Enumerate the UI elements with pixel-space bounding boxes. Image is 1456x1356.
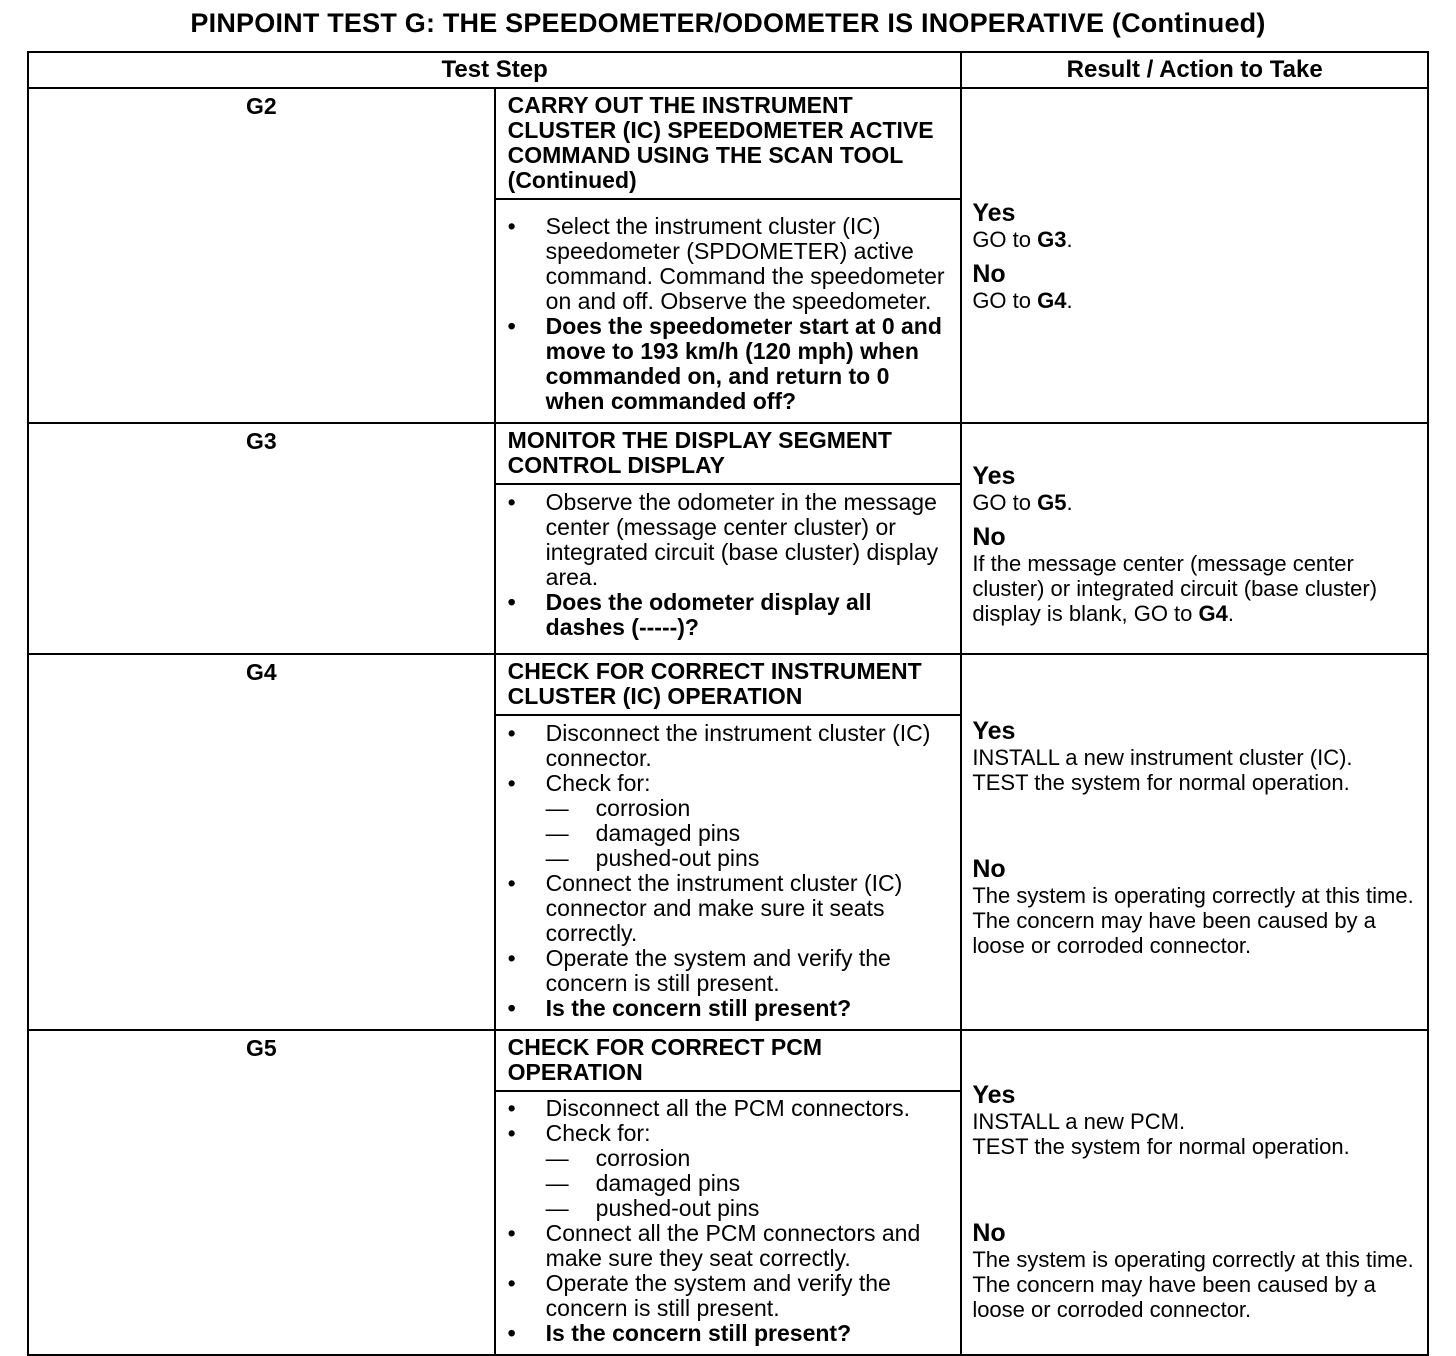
list-item: • Operate the system and verify the concern is still present. (496, 1271, 951, 1321)
step-g4-heading-row (28, 654, 1428, 715)
goto-link[interactable]: G4 (1037, 287, 1067, 313)
yes-action-line: TEST the system for normal operation. (972, 1134, 1350, 1159)
list-item: • Operate the system and verify the concern is still present. (496, 946, 951, 996)
page-title: PINPOINT TEST G: THE SPEEDOMETER/ODOMETER IS INOPERATIVE (Continued) (190, 8, 1266, 38)
yes-action-line: INSTALL a new instrument cluster (IC). (972, 745, 1353, 770)
test-step-header: Test Step (28, 52, 961, 88)
step-g5-heading-row (28, 1030, 1428, 1091)
pinpoint-test-table (27, 51, 1429, 1356)
list-item: • Observe the odometer in the message center (message center cluster) or integrated circuit (base cluster) display area. (496, 490, 951, 590)
yes-action: GO to G5. (972, 490, 1073, 515)
goto-link[interactable]: G3 (1037, 226, 1067, 252)
step-g3-result (961, 423, 1428, 654)
sub-list-item: — damaged pins (496, 1171, 951, 1196)
no-label: No (972, 855, 1006, 883)
list-item: • Check for: (496, 1121, 951, 1146)
step-g3-heading-row (28, 423, 1428, 484)
yes-action-line: TEST the system for normal operation. (972, 770, 1350, 795)
no-label: No (972, 1219, 1006, 1247)
yes-action-line: INSTALL a new PCM. (972, 1109, 1186, 1134)
list-item: • Select the instrument cluster (IC) speedometer (SPDOMETER) active command. Command the speedometer on and off. Observe the speedometer. (496, 214, 951, 314)
sub-list-item: — corrosion (496, 796, 951, 821)
result-header: Result / Action to Take (961, 52, 1428, 88)
no-label: No (972, 259, 1006, 288)
step-body (495, 199, 962, 423)
yes-label: Yes (972, 1081, 1016, 1109)
no-action: The system is operating correctly at this time. The concern may have been caused by a loose or corroded connector. (972, 883, 1414, 958)
step-heading: CHECK FOR CORRECT PCM OPERATION (495, 1030, 962, 1091)
goto-link[interactable]: G5 (1037, 490, 1067, 515)
step-heading: CARRY OUT THE INSTRUMENT CLUSTER (IC) SPEEDOMETER ACTIVE COMMAND USING THE SCAN TOOL (Continued) (495, 88, 962, 199)
no-label: No (972, 523, 1006, 551)
step-body (495, 484, 962, 654)
sub-list-item: — damaged pins (496, 821, 951, 846)
sub-list-item: — pushed-out pins (496, 846, 951, 871)
list-item: • Disconnect the instrument cluster (IC) connector. (496, 721, 951, 771)
step-id: G4 (28, 654, 495, 1030)
step-id: G5 (28, 1030, 495, 1355)
list-item: • Does the speedometer start at 0 and move to 193 km/h (120 mph) when commanded on, and return to 0 when commanded off? (496, 314, 951, 414)
step-body (495, 1091, 962, 1355)
sub-list-item: — pushed-out pins (496, 1196, 951, 1221)
step-g2-result (961, 88, 1428, 423)
sub-list-item: — corrosion (496, 1146, 951, 1171)
step-id: G2 (28, 88, 495, 423)
list-item: • Check for: (496, 771, 951, 796)
yes-label: Yes (972, 717, 1016, 745)
yes-label: Yes (972, 462, 1016, 490)
list-item: • Does the odometer display all dashes (-----)? (496, 590, 951, 640)
goto-link[interactable]: G4 (1198, 601, 1228, 626)
list-item: • Is the concern still present? (496, 996, 951, 1021)
step-g2-heading-row (28, 88, 1428, 199)
list-item: • Connect the instrument cluster (IC) connector and make sure it seats correctly. (496, 871, 951, 946)
step-heading: CHECK FOR CORRECT INSTRUMENT CLUSTER (IC) OPERATION (495, 654, 962, 715)
no-action: GO to G4. (972, 287, 1073, 313)
step-heading: MONITOR THE DISPLAY SEGMENT CONTROL DISPLAY (495, 423, 962, 484)
yes-action: GO to G3. (972, 226, 1073, 252)
step-g5-result (961, 1030, 1428, 1355)
step-body (495, 715, 962, 1030)
list-item: • Disconnect all the PCM connectors. (496, 1096, 951, 1121)
no-action: If the message center (message center cluster) or integrated circuit (base cluster) display is blank, GO to G4. (972, 551, 1378, 626)
list-item: • Connect all the PCM connectors and make sure they seat correctly. (496, 1221, 951, 1271)
no-action: The system is operating correctly at this time. The concern may have been caused by a loose or corroded connector. (972, 1247, 1414, 1322)
yes-label: Yes (972, 198, 1016, 227)
step-id: G3 (28, 423, 495, 654)
list-item: • Is the concern still present? (496, 1321, 951, 1346)
step-g4-result (961, 654, 1428, 1030)
table-header-row (28, 52, 1428, 88)
